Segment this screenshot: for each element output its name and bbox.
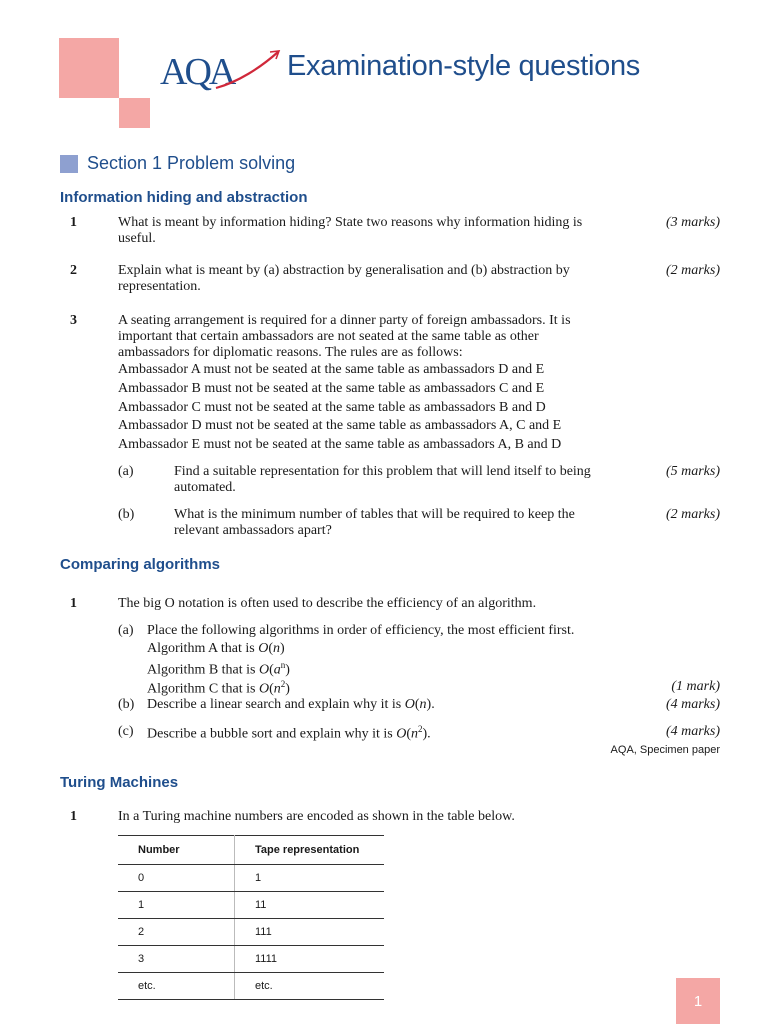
subquestion-marks: (5 marks) — [665, 464, 720, 479]
table-cell: 0 — [118, 865, 235, 892]
subheading-comparing-algorithms: Comparing algorithms — [60, 556, 221, 573]
table-cell: etc. — [118, 973, 235, 1000]
page-number: 1 — [676, 978, 720, 1024]
subquestion-marks: (2 marks) — [665, 507, 720, 522]
svg-text:AQA: AQA — [160, 51, 234, 92]
section-marker — [60, 155, 78, 173]
algorithm-a-line: Algorithm A that is O(n) — [147, 641, 285, 656]
subquestion-text: Place the following algorithms in order of efficiency, the most efficient first. — [147, 623, 575, 638]
subquestion-label: (a) — [118, 623, 134, 638]
header-decoration-square-large — [59, 38, 119, 98]
question-marks: (2 marks) — [665, 263, 720, 278]
algorithm-b-line: Algorithm B that is $O(a^n)$ — [147, 660, 290, 678]
table-cell: 2 — [118, 919, 235, 946]
subquestion-label: (b) — [118, 507, 135, 522]
table-row — [118, 892, 384, 919]
question-number: 1 — [70, 215, 77, 230]
subquestion-label: (c) — [118, 724, 134, 739]
table-cell: 1 — [118, 892, 235, 919]
subquestion-marks: (1 mark) — [671, 679, 720, 694]
question-text: What is meant by information hiding? State two reasons why information hiding is useful. — [118, 215, 583, 246]
table-row — [118, 919, 384, 946]
algorithm-c-line: Algorithm C that is $O(n^2)$ — [147, 679, 290, 697]
question-number: 1 — [70, 809, 77, 824]
seating-rule: Ambassador C must not be seated at the same table as ambassadors B and D — [118, 400, 546, 415]
subheading-turing-machines: Turing Machines — [60, 774, 179, 791]
table-cell: etc. — [235, 973, 385, 1000]
subquestion-text: What is the minimum number of tables that will be required to keep the relevant ambassadors apart? — [174, 507, 575, 538]
column-header: Number — [118, 836, 235, 865]
subheading-information-hiding: Information hiding and abstraction — [60, 189, 308, 206]
column-header: Tape representation — [235, 836, 385, 865]
question-intro: A seating arrangement is required for a dinner party of foreign ambassadors. It is important that certain ambassadors are not seated at the same table as other ambassadors for diplomatic reasons. The rules are as follows: — [118, 313, 571, 360]
seating-rule: Ambassador E must not be seated at the same table as ambassadors A, B and D — [118, 437, 562, 452]
subquestion-label: (b) — [118, 697, 135, 712]
tape-encoding-table — [118, 835, 384, 1000]
seating-rule: Ambassador B must not be seated at the same table as ambassadors C and E — [118, 381, 545, 396]
table-cell: 11 — [235, 892, 385, 919]
subquestion-marks: (4 marks) — [665, 697, 720, 712]
section-title: Section 1 Problem solving — [87, 153, 296, 173]
question-number: 3 — [70, 313, 77, 328]
table-header-row — [118, 836, 384, 865]
table-row — [118, 865, 384, 892]
table-cell: 3 — [118, 946, 235, 973]
subquestion-text: Describe a linear search and explain why it is O(n). — [147, 697, 435, 712]
table-row — [118, 973, 384, 1000]
page-title: Examination-style questions — [287, 50, 640, 82]
question-text: The big O notation is often used to describe the efficiency of an algorithm. — [118, 596, 537, 611]
table-cell: 1111 — [235, 946, 385, 973]
question-number: 1 — [70, 596, 77, 611]
table-row — [118, 946, 384, 973]
subquestion-text: Describe a bubble sort and explain why it is $O(n^2)$. — [147, 724, 431, 742]
subquestion-marks: (4 marks) — [665, 724, 720, 739]
header-decoration-square-small — [119, 98, 150, 128]
question-text: Explain what is meant by (a) abstraction by generalisation and (b) abstraction by representation. — [118, 263, 570, 294]
question-marks: (3 marks) — [665, 215, 720, 230]
subquestion-text: Find a suitable representation for this problem that will lend itself to being automated. — [174, 464, 591, 495]
aqa-logo — [158, 48, 282, 92]
seating-rule: Ambassador A must not be seated at the same table as ambassadors D and E — [118, 362, 545, 377]
table-cell: 111 — [235, 919, 385, 946]
source-citation: AQA, Specimen paper — [610, 744, 720, 756]
table-cell: 1 — [235, 865, 385, 892]
subquestion-label: (a) — [118, 464, 134, 479]
question-number: 2 — [70, 263, 77, 278]
question-text: In a Turing machine numbers are encoded as shown in the table below. — [118, 809, 515, 824]
seating-rule: Ambassador D must not be seated at the same table as ambassadors A, C and E — [118, 418, 562, 433]
